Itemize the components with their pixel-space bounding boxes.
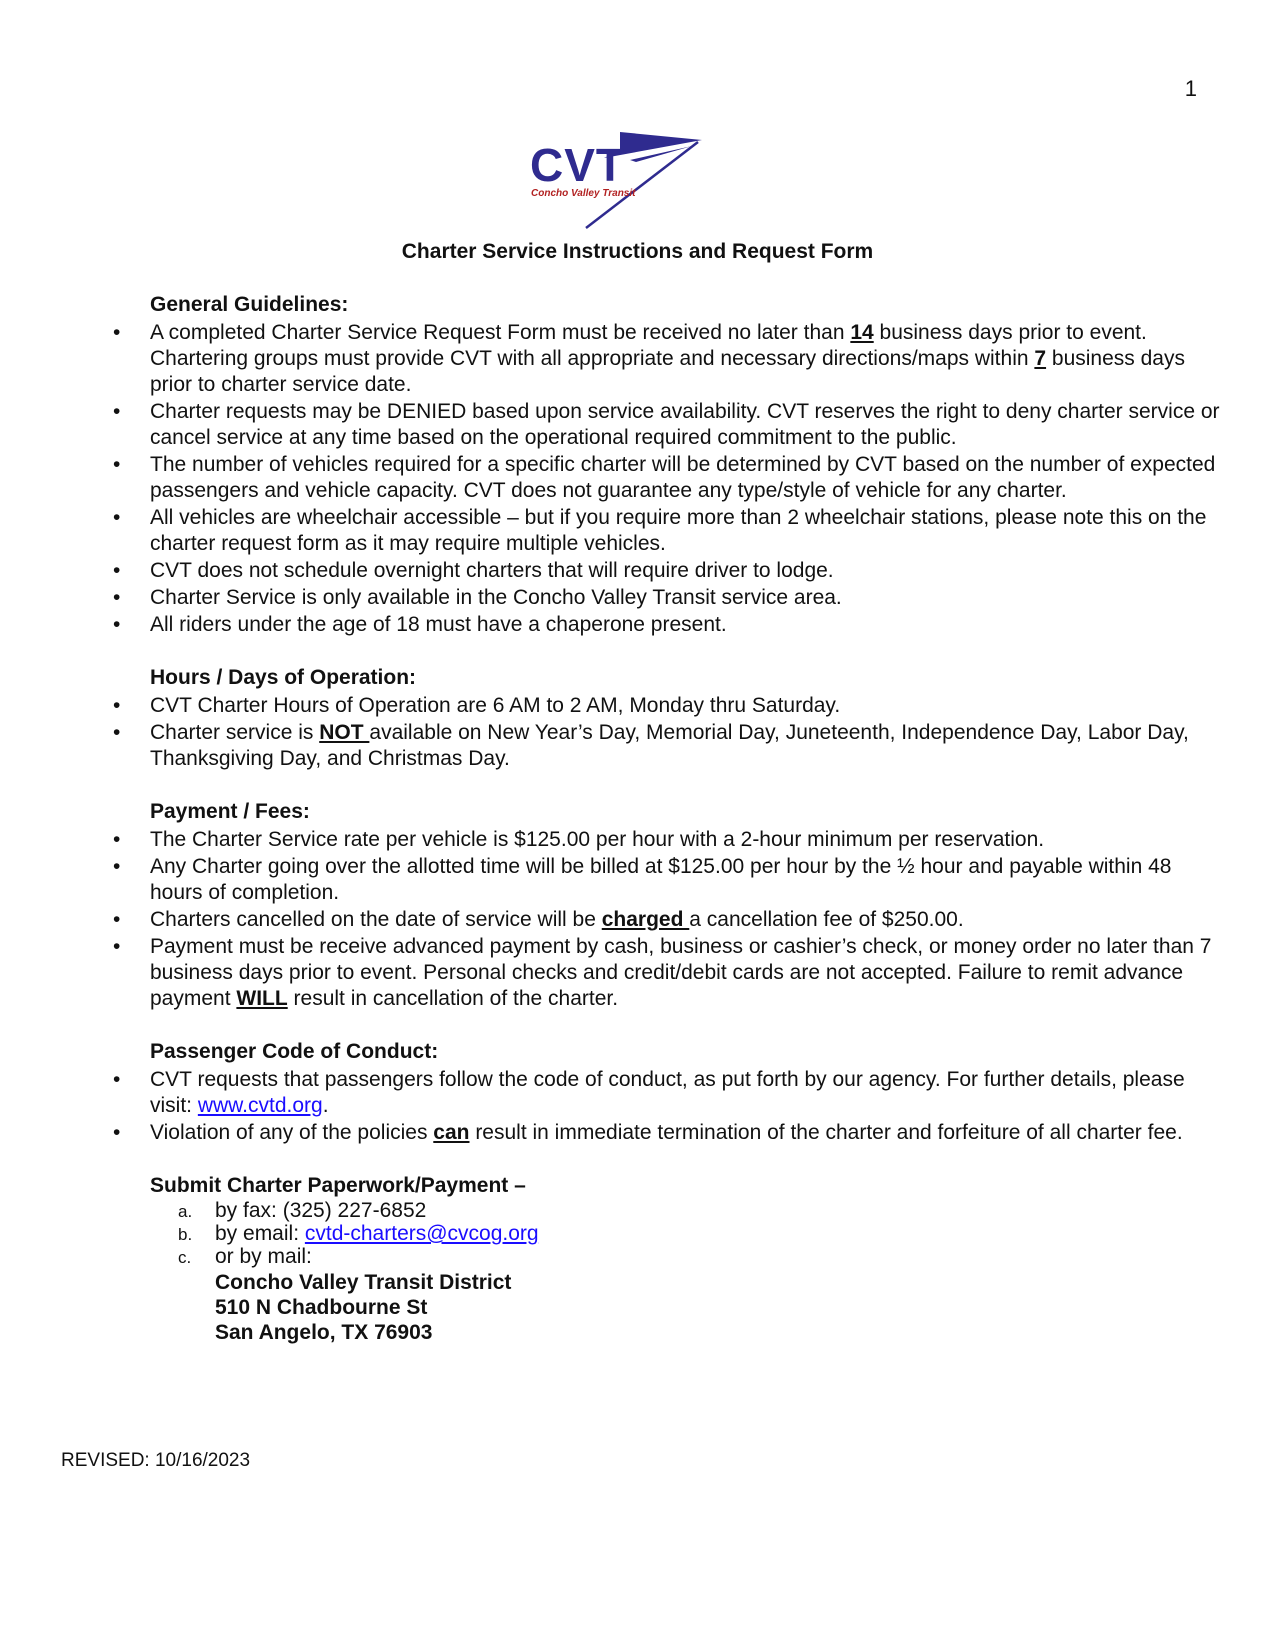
conduct-list (110, 1067, 1220, 1146)
section-heading-general: General Guidelines: (150, 293, 349, 316)
list-item: • A completed Charter Service Request Form must be received no later than 14 business days prior to event. Chartering groups must provide CVT with all appropriate and necessary directions/maps within 7 business days prior to charter service date. (110, 320, 1220, 398)
address-line: San Angelo, TX 76903 (215, 1321, 433, 1344)
days-7-emphasis: 7 (1034, 347, 1047, 370)
section-heading-submit: Submit Charter Paperwork/Payment – (150, 1174, 526, 1197)
page-title: Charter Service Instructions and Request Form (401, 240, 874, 263)
list-item: • Charter requests may be DENIED based upon service availability. CVT reserves the right to deny charter service or cancel service at any time based on the operational required commitment to the public. (110, 399, 1220, 451)
hours-list (110, 693, 1220, 772)
address-line: 510 N Chadbourne St (215, 1296, 428, 1319)
list-item: • Violation of any of the policies can result in immediate termination of the charter and forfeiture of all charter fee. (110, 1120, 1220, 1146)
will-emphasis: WILL (236, 987, 288, 1010)
charged-emphasis: charged (601, 908, 690, 931)
list-item: • CVT requests that passengers follow the code of conduct, as put forth by our agency. For further details, please visit: www.cvtd.org. (110, 1067, 1220, 1119)
general-guidelines-list (110, 320, 1220, 638)
section-heading-payment: Payment / Fees: (150, 800, 310, 823)
days-14-emphasis: 14 (850, 321, 874, 344)
can-emphasis: can (433, 1121, 470, 1144)
content (110, 292, 1220, 1345)
payment-list (110, 827, 1220, 1012)
list-item: • All vehicles are wheelchair accessible – but if you require more than 2 wheelchair stations, please note this on the charter request form as it may require multiple vehicles. (110, 505, 1220, 557)
mailing-address (215, 1270, 1220, 1345)
revised-date: REVISED: 10/16/2023 (61, 1450, 251, 1471)
list-item: • Charter Service is only available in the Concho Valley Transit service area. (110, 585, 1220, 611)
list-item: • The Charter Service rate per vehicle is $125.00 per hour with a 2-hour minimum per reservation. (110, 827, 1220, 853)
submit-methods-list (110, 1199, 1220, 1345)
section-heading-hours: Hours / Days of Operation: (150, 666, 417, 689)
email-link[interactable]: cvtd-charters@cvcog.org (304, 1222, 539, 1245)
page-number: 1 (1184, 76, 1197, 101)
logo-tagline: Concho Valley Transit (531, 188, 636, 199)
list-item: • Charters cancelled on the date of service will be charged a cancellation fee of $250.00. (110, 907, 1220, 933)
not-emphasis: NOT (319, 721, 370, 744)
submit-item-mail: c. or by mail: Concho Valley Transit District 510 N Chadbourne St San Angelo, TX 76903 (174, 1245, 1220, 1345)
address-line: Concho Valley Transit District (215, 1271, 512, 1294)
logo-letters: CVT (530, 139, 625, 191)
website-link[interactable]: www.cvtd.org (197, 1094, 323, 1117)
section-heading-conduct: Passenger Code of Conduct: (150, 1040, 439, 1063)
list-item: • CVT Charter Hours of Operation are 6 AM to 2 AM, Monday thru Saturday. (110, 693, 1220, 719)
list-item: • Charter service is NOT available on New Year’s Day, Memorial Day, Juneteenth, Independence Day, Labor Day, Thanksgiving Day, and Christmas Day. (110, 720, 1220, 772)
submit-item-email: b. by email: cvtd-charters@cvcog.org (178, 1222, 539, 1245)
list-item: • All riders under the age of 18 must have a chaperone present. (110, 612, 1220, 638)
list-item: • The number of vehicles required for a specific charter will be determined by CVT based on the number of expected passengers and vehicle capacity. CVT does not guarantee any type/style of vehicle for any charter. (110, 452, 1220, 504)
list-item: • CVT does not schedule overnight charters that will require driver to lodge. (110, 558, 1220, 584)
submit-item-fax: a. by fax: (325) 227-6852 (178, 1199, 427, 1222)
list-item: • Payment must be receive advanced payment by cash, business or cashier’s check, or money order no later than 7 business days prior to event. Personal checks and credit/debit cards are not accepted. Failure to remit advance payment WILL result in cancellation of the charter. (110, 934, 1220, 1012)
cvt-logo (528, 130, 740, 242)
list-item: • Any Charter going over the allotted time will be billed at $125.00 per hour by the ½ hour and payable within 48 hours of completion. (110, 854, 1220, 906)
